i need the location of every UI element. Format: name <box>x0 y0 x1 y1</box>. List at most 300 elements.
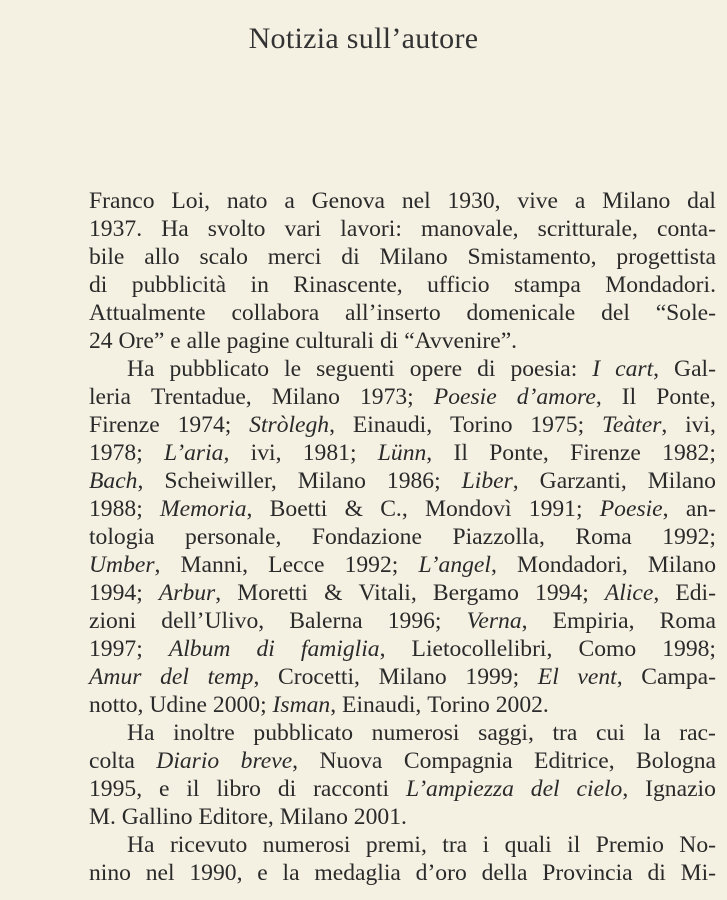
text-fragment: 2001. <box>353 804 407 830</box>
text-fragment: medaglia <box>314 860 401 886</box>
word <box>366 831 427 859</box>
word <box>313 775 389 803</box>
word <box>89 271 107 299</box>
text-fragment: , <box>616 664 623 690</box>
word <box>342 691 421 719</box>
author-note-text <box>89 187 716 887</box>
word <box>662 523 716 551</box>
word <box>237 579 308 607</box>
text-fragment: , <box>379 636 386 662</box>
text-fragment: scalo <box>199 244 248 270</box>
text-fragment: pagine <box>226 328 290 354</box>
word <box>285 215 322 243</box>
word <box>253 719 353 747</box>
text-fragment: , <box>521 608 528 634</box>
text-fragment: , <box>246 496 253 522</box>
word <box>164 439 229 467</box>
word <box>345 495 363 523</box>
text-fragment: Milano <box>379 244 448 270</box>
text-fragment: 1997; <box>89 636 143 662</box>
text-fragment: Genova <box>311 188 385 214</box>
text-fragment: Torino <box>449 412 513 438</box>
text-fragment: ricevuto <box>169 832 248 858</box>
text-fragment: Mondadori, <box>516 552 628 578</box>
text-line <box>89 523 716 551</box>
text-fragment: Nuova <box>319 748 383 774</box>
word <box>345 551 399 579</box>
word <box>616 243 716 271</box>
word <box>273 691 337 719</box>
word <box>89 775 142 803</box>
word <box>345 299 441 327</box>
italic-title: Poesie <box>599 496 663 522</box>
text-fragment: Gallino <box>121 804 193 830</box>
word <box>483 831 490 859</box>
text-fragment: “Sole- <box>655 300 716 326</box>
word <box>379 243 447 271</box>
word <box>216 775 261 803</box>
text-fragment: Milano <box>647 468 716 494</box>
word <box>505 831 552 859</box>
text-fragment: , <box>622 776 629 802</box>
word <box>161 607 264 635</box>
italic-title: L’aria <box>164 440 224 466</box>
text-fragment: , <box>653 580 660 606</box>
word <box>648 467 716 495</box>
text-fragment: ivi, <box>250 440 282 466</box>
word <box>314 859 400 887</box>
text-fragment: Roma <box>659 608 716 634</box>
text-fragment: , <box>653 356 660 382</box>
word <box>295 327 374 355</box>
text-fragment: Ha <box>161 216 189 242</box>
text-fragment: saggi, <box>478 720 534 746</box>
word <box>353 411 432 439</box>
text-fragment: domenicale <box>466 300 576 326</box>
text-fragment: Piazzolla, <box>452 524 545 550</box>
word <box>181 551 249 579</box>
word <box>268 551 324 579</box>
word <box>577 663 622 691</box>
text-fragment: Il <box>621 384 637 410</box>
text-fragment: tra <box>552 720 578 746</box>
text-fragment: Ponte, <box>656 384 716 410</box>
text-fragment: 1995, <box>89 776 143 802</box>
word <box>531 775 560 803</box>
word <box>602 187 670 215</box>
word <box>293 271 402 299</box>
text-fragment: 1998; <box>662 636 716 662</box>
text-fragment: Milano <box>279 804 348 830</box>
word <box>208 215 266 243</box>
word <box>127 355 155 383</box>
text-fragment: allo <box>144 244 180 270</box>
italic-title: Poesie <box>433 384 497 410</box>
text-fragment: culturali <box>295 328 375 354</box>
text-fragment: Bergamo <box>432 580 519 606</box>
italic-title: Isman <box>272 692 331 718</box>
word <box>301 635 386 663</box>
text-fragment: numerosi <box>371 720 460 746</box>
text-line <box>89 187 716 215</box>
word <box>433 579 519 607</box>
word <box>538 663 559 691</box>
text-fragment: pubblicato <box>253 720 354 746</box>
text-line <box>89 411 716 439</box>
word <box>427 271 489 299</box>
text-fragment: poesia: <box>510 356 578 382</box>
text-fragment: Provincia <box>542 860 633 886</box>
word <box>199 243 247 271</box>
text-fragment: 1990, <box>189 860 243 886</box>
text-fragment: Milano <box>271 384 340 410</box>
text-fragment: No- <box>679 832 716 858</box>
text-fragment: , <box>490 552 497 578</box>
text-fragment: Editrice, <box>534 748 615 774</box>
word <box>324 579 342 607</box>
word <box>575 523 631 551</box>
italic-title: Memoria <box>160 496 247 522</box>
word <box>534 747 615 775</box>
word <box>289 607 362 635</box>
word <box>354 803 407 831</box>
word <box>378 439 432 467</box>
word <box>553 719 578 747</box>
text-fragment: Ponte, <box>489 440 549 466</box>
text-fragment: Crocetti, <box>278 664 360 690</box>
text-fragment: 1999; <box>465 664 520 690</box>
word <box>379 663 447 691</box>
text-fragment: 1982; <box>662 440 716 466</box>
text-fragment: opere <box>409 356 463 382</box>
italic-title: temp <box>207 664 254 690</box>
text-line <box>89 803 716 831</box>
word <box>231 299 319 327</box>
word <box>553 607 635 635</box>
word <box>601 299 630 327</box>
word <box>467 299 576 327</box>
word <box>570 439 641 467</box>
italic-title: breve <box>240 748 293 774</box>
text-fragment: Scheiwiller, <box>164 468 277 494</box>
text-fragment: nato <box>226 188 268 214</box>
word <box>622 383 636 411</box>
text-fragment: del <box>601 300 630 326</box>
text-fragment: cui <box>596 720 625 746</box>
word <box>596 831 664 859</box>
text-fragment: Gal- <box>674 356 716 382</box>
word <box>251 271 269 299</box>
word <box>636 747 716 775</box>
word <box>272 383 340 411</box>
text-fragment: “Avvenire”. <box>404 328 518 354</box>
italic-title: Arbur <box>158 580 216 606</box>
word <box>256 635 274 663</box>
text-line <box>89 467 716 495</box>
text-fragment: 1937. <box>89 216 143 242</box>
italic-title: Lünn <box>377 440 427 466</box>
text-fragment: e <box>170 328 181 354</box>
text-fragment: 1992; <box>344 552 399 578</box>
word <box>251 439 282 467</box>
word <box>647 859 665 887</box>
word <box>341 243 359 271</box>
word <box>679 719 716 747</box>
text-fragment: , <box>330 692 337 718</box>
word <box>89 243 124 271</box>
word <box>404 747 513 775</box>
word <box>542 859 632 887</box>
text-fragment: 24 <box>89 328 113 354</box>
word <box>615 355 659 383</box>
italic-title: del <box>530 776 560 802</box>
text-line <box>89 439 716 467</box>
word <box>127 719 155 747</box>
text-fragment: vari <box>284 216 322 242</box>
text-fragment: 1994; <box>89 580 143 606</box>
text-fragment: Trentadue, <box>150 384 252 410</box>
word <box>280 803 348 831</box>
italic-title: cielo <box>576 776 623 802</box>
text-fragment: pubblicato <box>169 356 270 382</box>
text-line <box>89 831 716 859</box>
word <box>186 775 199 803</box>
text-fragment: 2002. <box>495 692 549 718</box>
word <box>529 495 583 523</box>
word <box>478 719 534 747</box>
text-fragment: di <box>341 244 360 270</box>
text-fragment: Attualmente <box>89 300 206 326</box>
word <box>127 831 155 859</box>
text-fragment: racconti <box>313 776 390 802</box>
text-fragment: Firenze <box>570 440 641 466</box>
word <box>388 607 442 635</box>
text-fragment: tra <box>442 832 468 858</box>
text-fragment: libro <box>216 776 261 802</box>
text-line <box>89 243 716 271</box>
word <box>410 355 462 383</box>
text-fragment: & <box>324 580 343 606</box>
text-fragment: le <box>284 356 302 382</box>
word <box>151 383 252 411</box>
word <box>662 635 716 663</box>
text-fragment: Compagnia <box>403 748 513 774</box>
word <box>489 439 549 467</box>
text-fragment: la <box>643 720 661 746</box>
word <box>687 187 716 215</box>
text-fragment: 2000; <box>212 692 267 718</box>
word <box>656 383 716 411</box>
word <box>425 495 512 523</box>
word <box>312 187 385 215</box>
text-fragment: Premio <box>595 832 664 858</box>
text-fragment: Roma <box>575 524 632 550</box>
text-fragment: Mondadori. <box>605 272 716 298</box>
italic-title: L’angel <box>418 552 491 578</box>
word <box>89 579 143 607</box>
italic-title: Album <box>168 636 231 662</box>
word <box>600 495 669 523</box>
text-fragment: C., <box>380 496 408 522</box>
text-fragment: all’inserto <box>345 300 441 326</box>
text-fragment: Manni, <box>180 552 249 578</box>
text-fragment: Franco <box>89 188 155 214</box>
text-fragment: Ignazio <box>645 776 716 802</box>
text-fragment: d’oro <box>415 860 467 886</box>
italic-title: Amur <box>89 664 142 690</box>
text-fragment: collabora <box>231 300 320 326</box>
word <box>156 747 219 775</box>
text-fragment: il <box>567 832 581 858</box>
italic-title: Teàter <box>601 412 662 438</box>
word <box>227 187 268 215</box>
italic-title: Liber <box>461 468 513 494</box>
text-fragment: la <box>282 860 300 886</box>
word <box>283 859 300 887</box>
word <box>173 719 235 747</box>
italic-title: Alice <box>604 580 654 606</box>
word <box>169 635 231 663</box>
word <box>535 579 589 607</box>
word <box>268 243 322 271</box>
word <box>510 355 577 383</box>
word <box>164 467 276 495</box>
text-line <box>89 859 716 887</box>
text-fragment: 1975; <box>530 412 585 438</box>
word <box>316 355 395 383</box>
word <box>434 383 497 411</box>
word <box>270 495 328 523</box>
word <box>686 495 716 523</box>
text-line <box>89 271 716 299</box>
text-fragment: i <box>482 832 490 858</box>
text-fragment: nel <box>145 860 175 886</box>
text-fragment: , <box>329 412 336 438</box>
text-fragment: 1992; <box>662 524 716 550</box>
word <box>380 495 408 523</box>
word <box>198 803 273 831</box>
text-fragment: merci <box>267 244 322 270</box>
italic-title: L’ampiezza <box>405 776 514 802</box>
word <box>187 327 221 355</box>
word <box>685 411 716 439</box>
word <box>372 719 460 747</box>
word <box>605 579 659 607</box>
text-line <box>89 747 716 775</box>
italic-title: Bach <box>89 468 138 494</box>
text-fragment: Milano <box>297 468 366 494</box>
word <box>160 495 252 523</box>
text-fragment: , <box>512 468 519 494</box>
text-fragment: , <box>223 440 230 466</box>
italic-title: El <box>537 664 559 690</box>
word <box>119 327 165 355</box>
text-fragment: Il <box>453 440 468 466</box>
word <box>380 327 398 355</box>
italic-title: del <box>160 664 189 690</box>
word <box>89 299 206 327</box>
text-fragment: 1974; <box>177 412 232 438</box>
word <box>462 467 519 495</box>
word <box>530 411 584 439</box>
word <box>467 607 528 635</box>
italic-title: vent <box>577 664 617 690</box>
text-fragment: Lietocollelibri, <box>411 636 553 662</box>
text-fragment: progettista <box>616 244 716 270</box>
word <box>208 663 260 691</box>
text-fragment: svolto <box>207 216 266 242</box>
text-fragment: bile <box>89 244 125 270</box>
text-fragment: Mondovì <box>424 496 512 522</box>
text-fragment: Empiria, <box>552 608 635 634</box>
word <box>577 775 629 803</box>
word <box>452 523 544 551</box>
text-fragment: in <box>250 272 269 298</box>
word <box>146 859 175 887</box>
text-fragment: , <box>662 496 669 522</box>
text-fragment: Como <box>578 636 637 662</box>
text-fragment: Firenze <box>89 412 160 438</box>
word <box>679 831 716 859</box>
text-fragment: 1994; <box>535 580 589 606</box>
text-fragment: , <box>137 468 144 494</box>
word <box>517 187 558 215</box>
word <box>359 579 417 607</box>
text-line <box>89 299 716 327</box>
text-fragment: Ha <box>127 720 155 746</box>
text-fragment: 1986; <box>386 468 441 494</box>
text-fragment: premi, <box>365 832 427 858</box>
word <box>89 495 143 523</box>
word <box>144 243 179 271</box>
text-fragment: Bologna <box>636 748 716 774</box>
text-fragment: quali <box>504 832 552 858</box>
text-fragment: di <box>277 776 297 802</box>
word <box>442 831 467 859</box>
word <box>465 663 519 691</box>
text-fragment: , <box>595 384 602 410</box>
text-fragment: , <box>426 440 433 466</box>
text-fragment: Milano <box>602 188 671 214</box>
text-line <box>89 355 716 383</box>
text-fragment: nino <box>89 860 131 886</box>
page-title: Notizia sull’autore <box>248 22 479 55</box>
word <box>170 327 180 355</box>
text-fragment: di <box>647 860 666 886</box>
word <box>159 579 221 607</box>
word <box>662 439 716 467</box>
text-fragment: nel <box>401 188 431 214</box>
word <box>89 663 141 691</box>
text-fragment: colta <box>89 748 135 774</box>
word <box>132 271 226 299</box>
word <box>89 383 131 411</box>
word <box>656 299 716 327</box>
text-fragment: Milano <box>378 664 447 690</box>
word <box>427 691 490 719</box>
word <box>453 439 467 467</box>
word <box>567 831 580 859</box>
word <box>149 691 207 719</box>
text-fragment: Balerna <box>289 608 363 634</box>
italic-title: di <box>256 636 275 662</box>
word <box>602 411 667 439</box>
word <box>450 411 513 439</box>
word <box>575 187 585 215</box>
text-fragment: dell’Ulivo, <box>161 608 265 634</box>
word <box>89 551 160 579</box>
word <box>89 691 143 719</box>
